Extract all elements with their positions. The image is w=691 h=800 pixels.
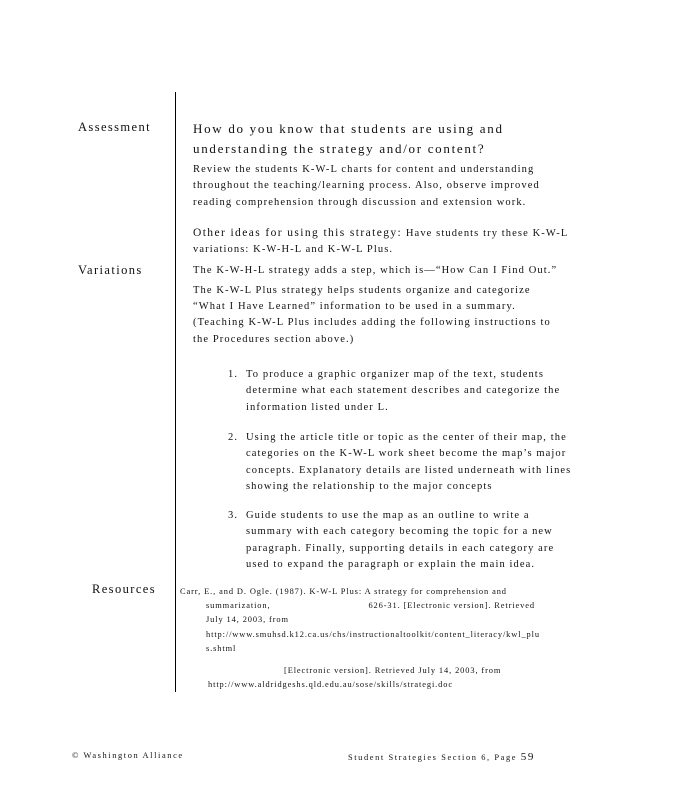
variations-section bbox=[193, 225, 573, 348]
reference-1-line1: Carr, E., and D. Ogle. (1987). K-W-L Plus: A strategy for comprehension and bbox=[180, 587, 507, 596]
list-item-number: 3. bbox=[228, 510, 239, 521]
list-item-number: 2. bbox=[228, 432, 239, 443]
assessment-section bbox=[193, 119, 573, 211]
list-item bbox=[228, 508, 576, 573]
reference-1-line2b: 626-31. [Electronic version]. Retrieved bbox=[368, 601, 535, 611]
sidebar-label-variations: Variations bbox=[78, 263, 143, 277]
sidebar-label-resources: Resources bbox=[92, 582, 156, 596]
list-item-text: Using the article title or topic as the center of their map, the categories on the K-W-L work sheet become the map’s major concepts. Explanatory details are listed underneath with lines showing the relationship to the major concepts bbox=[246, 432, 572, 492]
assessment-question-line2: understanding the strategy and/or content? bbox=[193, 141, 486, 156]
kwl-plus-description: The K-W-L Plus strategy helps students organize and categorize “What I Have Learned” information to be used in a summary. (Teaching K-W-L Plus includes adding the following instructions to the Procedures section above.) bbox=[193, 284, 551, 345]
sidebar-label-assessment: Assessment bbox=[78, 120, 152, 134]
reference-2-line1: [Electronic version]. Retrieved July 14, 2003, from bbox=[284, 666, 502, 676]
list-item-number: 1. bbox=[228, 369, 239, 380]
reference-1-line2 bbox=[180, 599, 580, 613]
resources-section bbox=[180, 585, 580, 692]
footer-page-info bbox=[348, 751, 535, 763]
footer-page-number: 59 bbox=[520, 751, 535, 763]
list-item-text: To produce a graphic organizer map of the text, students determine what each statement describes and categorize the information listed under L. bbox=[246, 369, 561, 413]
reference-1-line3: July 14, 2003, from bbox=[206, 615, 289, 625]
footer-copyright: © Washington Alliance bbox=[72, 751, 184, 760]
list-item bbox=[228, 430, 576, 495]
procedure-list bbox=[228, 367, 576, 570]
reference-1-url[interactable]: http://www.smuhsd.k12.ca.us/chs/instructionaltoolkit/content_literacy/kwl_plus.shtml bbox=[206, 629, 540, 653]
list-item bbox=[228, 367, 576, 416]
reference-2-url[interactable]: http://www.aldridgeshs.qld.edu.au/sose/skills/strategi.doc bbox=[208, 680, 453, 690]
footer-section-label: Student Strategies Section 6, Page bbox=[348, 753, 518, 762]
assessment-question-line1: How do you know that students are using and bbox=[193, 121, 504, 136]
variations-intro bbox=[193, 225, 573, 259]
variations-lead-rest: Have students try these K-W-L variations: K-W-H-L and K-W-L Plus. bbox=[193, 228, 569, 256]
variations-lead: Other ideas for using this strategy: bbox=[193, 227, 403, 239]
assessment-answer: Review the students K-W-L charts for content and understanding throughout the teaching/learning process. Also, observe improved reading comprehension through discussion and extension work. bbox=[193, 164, 540, 208]
vertical-rule bbox=[175, 92, 176, 692]
reference-1-line2a: summarization, bbox=[206, 601, 271, 611]
list-item-text: Guide students to use the map as an outline to write a summary with each category becoming the topic for a new paragraph. Finally, supporting details in each category are used to expand the paragraph or explain the main idea. bbox=[246, 510, 555, 570]
kwhl-description: The K-W-H-L strategy adds a step, which is—“How Can I Find Out.” bbox=[193, 264, 558, 276]
